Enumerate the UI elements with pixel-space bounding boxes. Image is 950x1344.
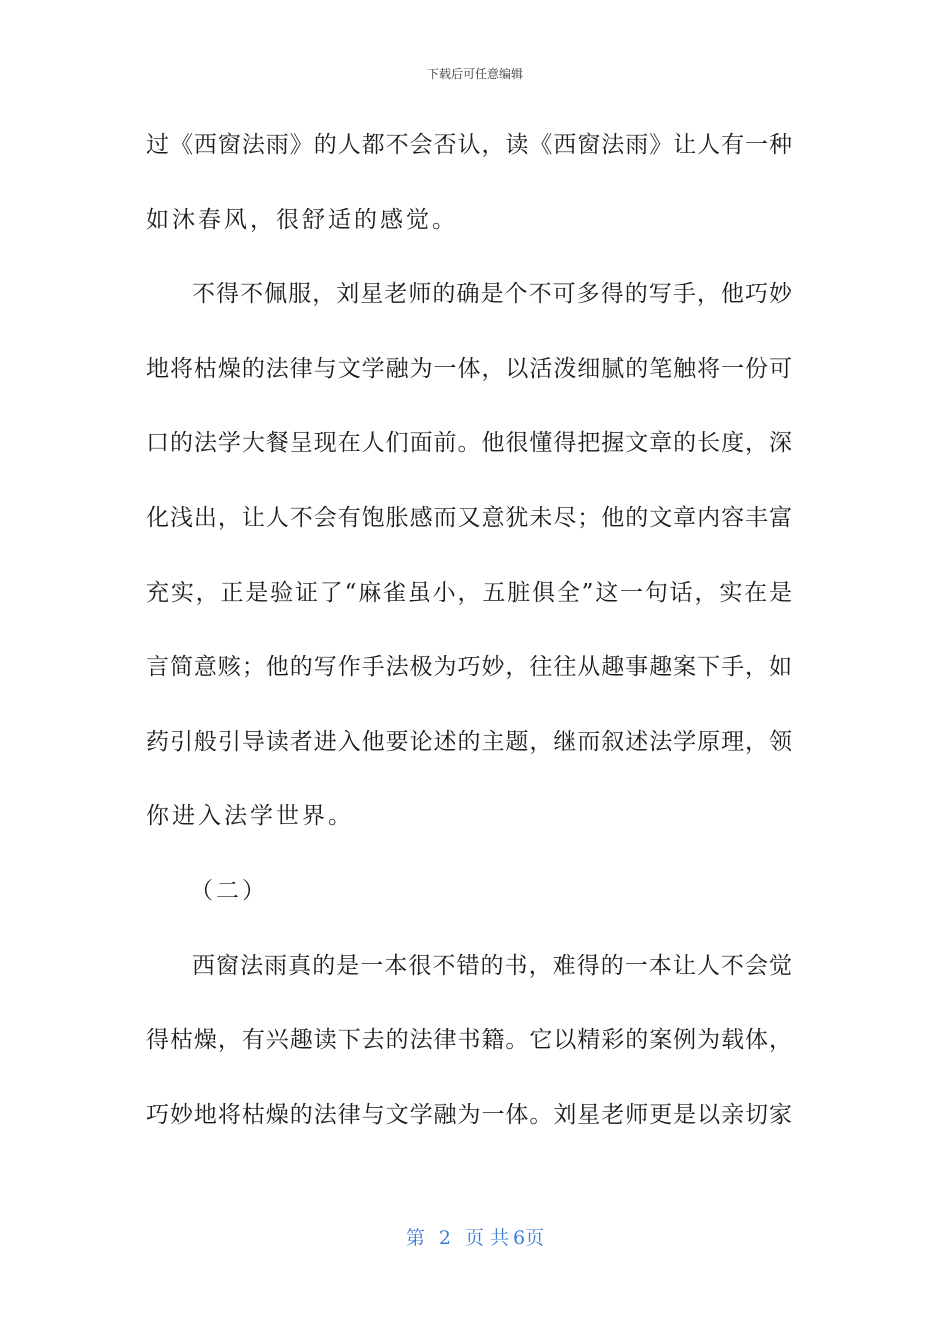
text-line: 药引般引导读者进入他要论述的主题，继而叙述法学原理，领	[146, 728, 792, 755]
page-header	[0, 66, 950, 82]
header-text: 下载后可任意编辑	[426, 67, 523, 81]
text-line: 口的法学大餐呈现在人们面前。他很懂得把握文章的长度，深	[146, 430, 792, 457]
text-line: 地将枯燥的法律与文学融为一体，以活泼细腻的笔触将一份可	[146, 355, 792, 382]
paragraph-first-line: 西窗法雨真的是一本很不错的书，难得的一本让人不会觉	[192, 952, 792, 979]
text-line: 你进入法学世界。	[146, 803, 354, 830]
text-line: 如沐春风，很舒适的感觉。	[146, 206, 458, 233]
text-line: 得枯燥，有兴趣读下去的法律书籍。它以精彩的案例为载体，	[146, 1027, 792, 1054]
text-line: 巧妙地将枯燥的法律与文学融为一体。刘星老师更是以亲切家	[146, 1101, 792, 1128]
text-line: 言简意赅；他的写作手法极为巧妙，往往从趣事趣案下手，如	[146, 654, 792, 681]
footer-prefix: 第	[405, 1227, 425, 1249]
total-pages: 6	[513, 1227, 526, 1249]
paragraph-first-line: 不得不佩服，刘星老师的确是个不可多得的写手，他巧妙	[192, 281, 792, 308]
body-text	[146, 108, 792, 1152]
footer-suffix: 页	[525, 1227, 545, 1249]
page-footer	[0, 1226, 950, 1250]
text-line: 充实，正是验证了“麻雀虽小，五脏俱全”这一句话，实在是	[146, 579, 792, 606]
section-heading: （二）	[190, 877, 268, 904]
footer-middle: 页 共	[464, 1227, 510, 1249]
text-line: 过《西窗法雨》的人都不会否认，读《西窗法雨》让人有一种	[146, 132, 792, 158]
page-number: 2	[438, 1227, 451, 1249]
text-line: 化浅出，让人不会有饱胀感而又意犹未尽；他的文章内容丰富	[146, 504, 792, 531]
